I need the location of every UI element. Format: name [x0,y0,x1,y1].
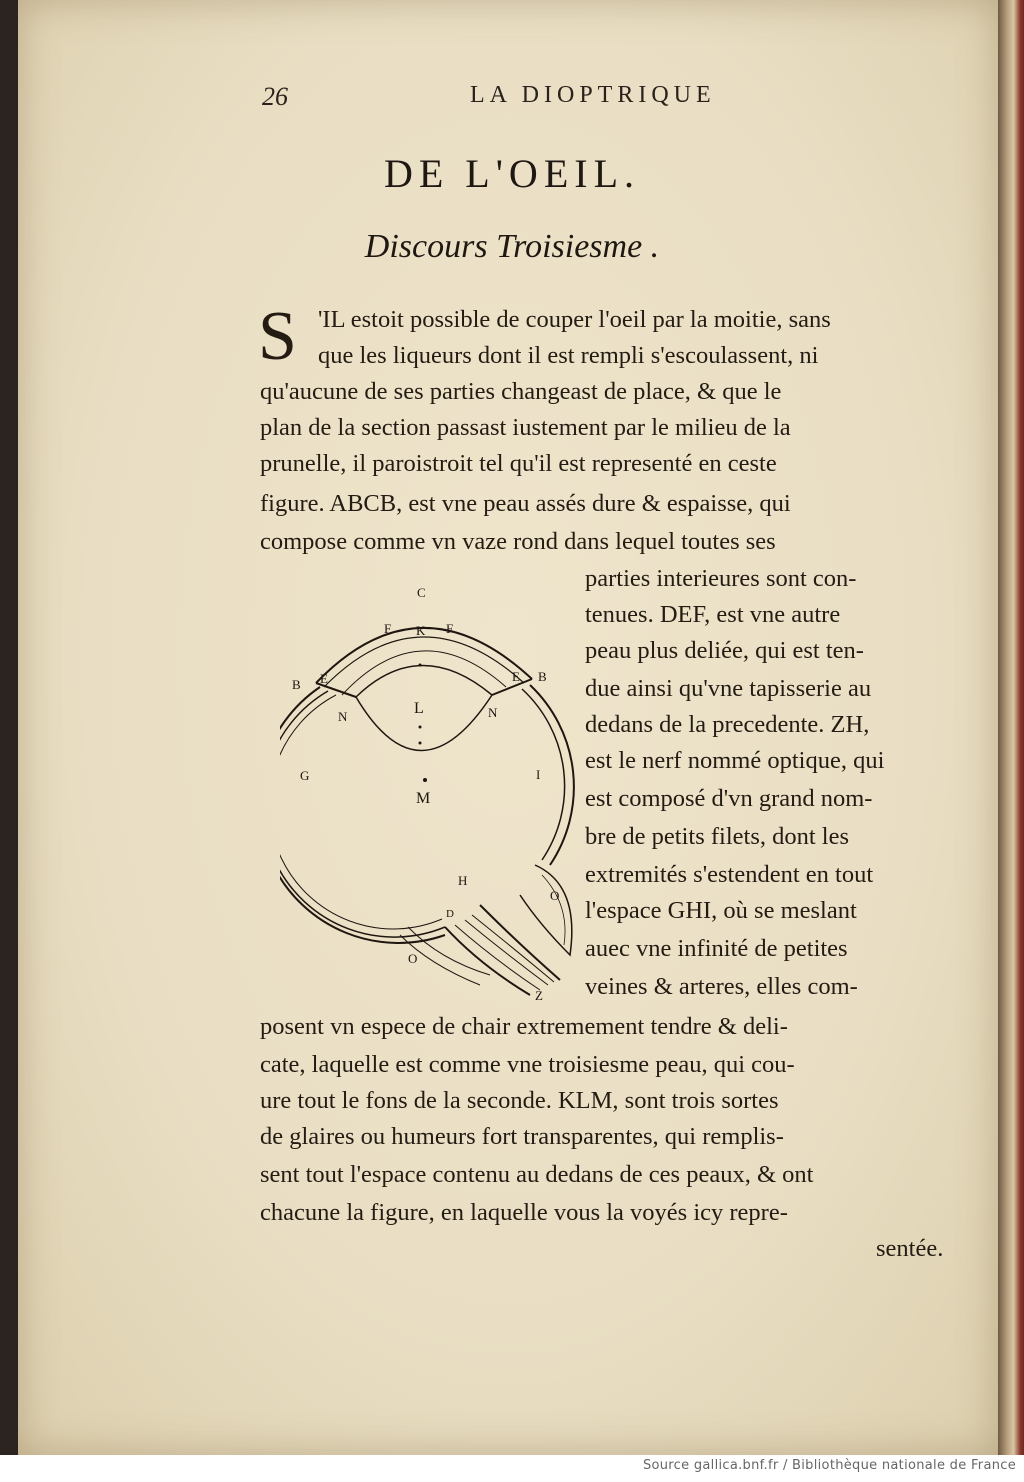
running-head [0,82,1024,112]
text-line: dedans de la precedente. ZH, [585,711,870,738]
text-line: compose comme vn vaze rond dans lequel toutes ses [260,528,776,555]
text-line: est le nerf nommé optique, qui [585,747,885,774]
eye-diagram [280,575,580,1010]
label-i: I [536,767,541,782]
label-k: K [416,623,426,638]
text-line: ure tout le fons de la seconde. KLM, sont trois sortes [260,1087,779,1114]
text-line: figure. ABCB, est vne peau assés dure & espaisse, qui [260,490,791,517]
label-e-right: E [512,669,520,684]
text-line: auec vne infinité de petites [585,935,848,962]
drop-cap: S [258,298,297,375]
text-line: l'espace GHI, où se meslant [585,897,857,924]
label-b-right: B [538,669,547,684]
label-d: D [446,908,454,920]
text-line: prunelle, il paroistroit tel qu'il est representé en ceste [260,450,777,477]
text-line: sent tout l'espace contenu au dedans de ces peaux, & ont [260,1161,814,1188]
text-line: posent vn espece de chair extremement tendre & deli- [260,1013,788,1040]
chapter-subtitle: Discours Troisiesme . [364,228,660,265]
page-number: 26 [262,82,288,111]
text-line: chacune la figure, en laquelle vous la voyés icy repre- [260,1199,788,1226]
label-z: Z [535,988,543,1003]
text-line: de glaires ou humeurs fort transparentes, qui remplis- [260,1123,784,1150]
text-line: due ainsi qu'vne tapisserie au [585,675,872,702]
text-line: cate, laquelle est comme vne troisiesme peau, qui cou- [260,1051,795,1078]
book-edge [998,0,1024,1455]
text-line: sentée. [876,1235,944,1262]
label-m: M [416,790,431,807]
text-line: bre de petits filets, dont les [585,823,849,850]
chapter-title: DE L'OEIL. [383,151,641,196]
text-line: parties interieures sont con- [585,565,857,592]
text-line: que les liqueurs dont il est rempli s'escoulassent, ni [318,342,819,369]
text-line: plan de la section passast iustement par le milieu de la [260,414,791,441]
source-footer: Source gallica.bnf.fr / Bibliothèque nationale de France [642,1458,1016,1473]
text-line: 'IL estoit possible de couper l'oeil par la moitie, sans [318,306,831,333]
label-n-right: N [488,705,498,720]
label-o-left: O [408,951,418,966]
text-line: extremités s'estendent en tout [585,861,874,888]
label-b-left: B [292,677,301,692]
label-l: L [414,700,424,717]
label-f-left: F [384,621,392,636]
text-line: tenues. DEF, est vne autre [585,601,841,628]
text-line: est composé d'vn grand nom- [585,785,873,812]
text-line: qu'aucune de ses parties changeast de place, & que le [260,378,782,405]
label-c: C [417,585,426,600]
label-h: H [458,873,468,888]
label-g: G [300,768,310,783]
label-n-left: N [338,709,348,724]
text-line: veines & arteres, elles com- [585,973,858,1000]
label-e-left: E [320,671,328,686]
text-line: peau plus deliée, qui est ten- [585,637,864,664]
label-o-right: O [550,888,560,903]
label-f-right: F [446,621,454,636]
running-title: LA DIOPTRIQUE [470,82,716,108]
